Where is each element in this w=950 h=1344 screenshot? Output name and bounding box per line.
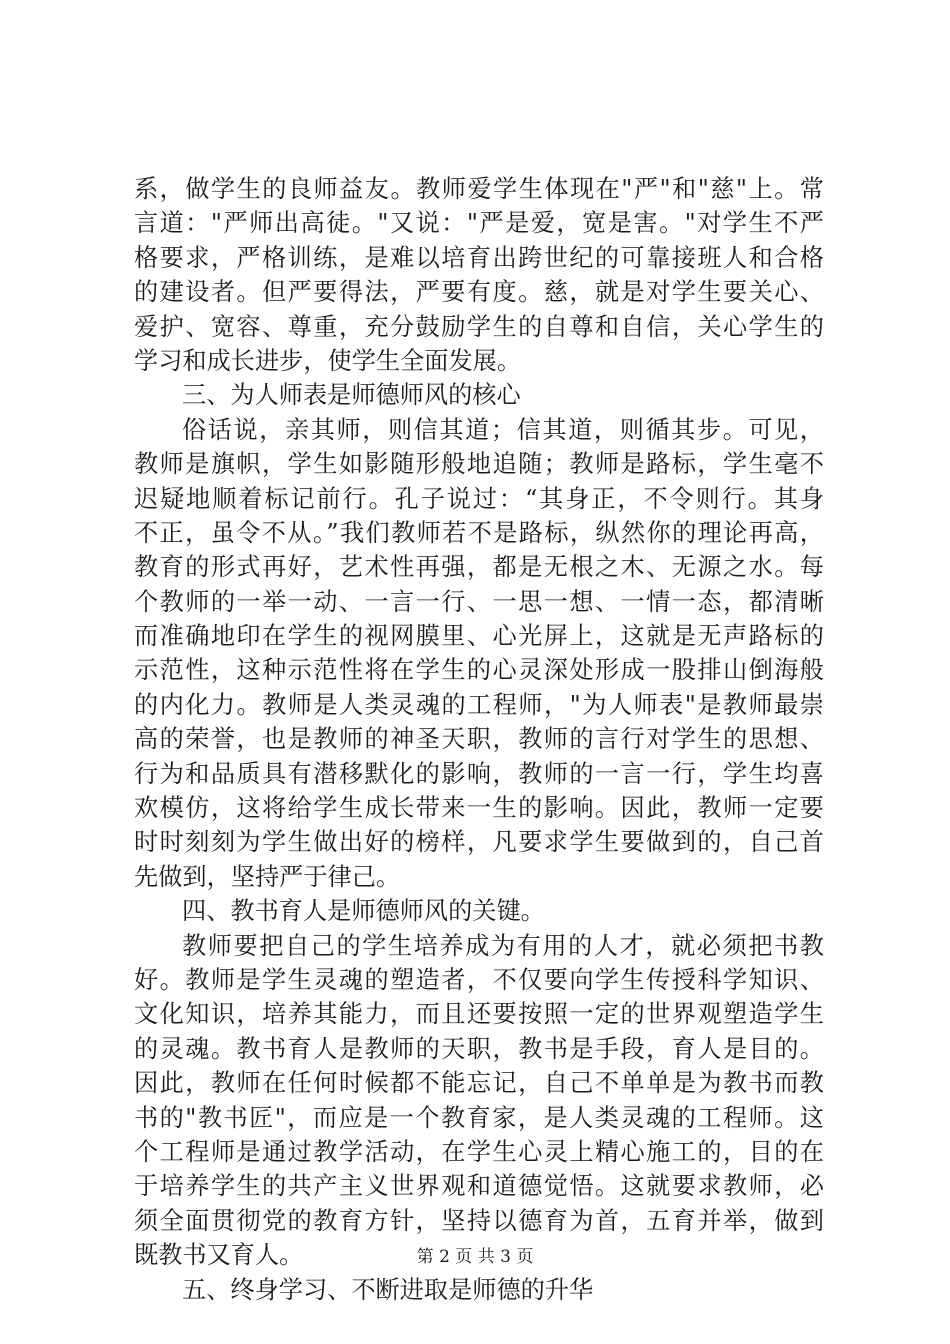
body-line: 教师要把自己的学生培养成为有用的人才，就必须把书教 <box>182 931 824 960</box>
body-line: 须全面贯彻党的教育方针，坚持以德育为首，五育并举，做到 <box>134 1206 824 1235</box>
body-line: 不正，虽令不从。”我们教师若不是路标，纵然你的理论再高， <box>134 518 824 547</box>
body-line: 示范性，这种示范性将在学生的心灵深处形成一股排山倒海般 <box>134 656 824 685</box>
body-line: 的灵魂。教书育人是教师的天职，教书是手段，育人是目的。 <box>134 1034 824 1063</box>
body-line: 书的"教书匠"，而应是一个教育家，是人类灵魂的工程师。这 <box>134 1103 824 1132</box>
body-line: 个工程师是通过教学活动，在学生心灵上精心施工的，目的在 <box>134 1137 824 1166</box>
body-line: 因此，教师在任何时候都不能忘记，自己不单单是为教书而教 <box>134 1069 824 1098</box>
document-body <box>134 172 824 1307</box>
body-line: 学习和成长进步，使学生全面发展。 <box>134 346 522 375</box>
body-line: 格要求，严格训练，是难以培育出跨世纪的可靠接班人和合格 <box>134 243 824 272</box>
body-line: 行为和品质具有潜移默化的影响，教师的一言一行，学生均喜 <box>134 759 824 788</box>
section-heading-5: 五、终身学习、不断进取是师德的升华 <box>182 1275 594 1304</box>
page-footer: 第 2 页 共 3 页 <box>416 1247 534 1267</box>
body-line: 系，做学生的良师益友。教师爱学生体现在"严"和"慈"上。常 <box>134 175 824 203</box>
body-line: 的内化力。教师是人类灵魂的工程师，"为人师表"是教师最崇 <box>134 690 824 719</box>
body-line: 先做到，坚持严于律己。 <box>134 862 401 891</box>
body-line: 时时刻刻为学生做出好的榜样，凡要求学生要做到的，自己首 <box>134 828 824 857</box>
body-line: 迟疑地顺着标记前行。孔子说过：“其身正，不令则行。其身 <box>134 484 824 513</box>
body-line: 爱护、宽容、尊重，充分鼓励学生的自尊和自信，关心学生的 <box>134 312 824 341</box>
body-line: 个教师的一举一动、一言一行、一思一想、一情一态，都清晰 <box>134 587 824 616</box>
body-line: 高的荣誉，也是教师的神圣天职，教师的言行对学生的思想、 <box>134 725 824 754</box>
body-line: 而准确地印在学生的视网膜里、心光屏上，这就是无声路标的 <box>134 622 824 651</box>
body-line: 于培养学生的共产主义世界观和道德觉悟。这就要求教师，必 <box>134 1172 824 1201</box>
body-line: 言道："严师出高徒。"又说："严是爱，宽是害。"对学生不严 <box>134 209 824 238</box>
body-line: 的建设者。但严要得法，严要有度。慈，就是对学生要关心、 <box>134 278 824 307</box>
section-heading-4: 四、教书育人是师德师风的关键。 <box>182 897 545 926</box>
body-line: 文化知识，培养其能力，而且还要按照一定的世界观塑造学生 <box>134 1000 824 1029</box>
section-heading-3: 三、为人师表是师德师风的核心 <box>182 381 521 410</box>
body-line: 俗话说，亲其师，则信其道；信其道，则循其步。可见， <box>182 415 824 444</box>
body-line: 好。教师是学生灵魂的塑造者，不仅要向学生传授科学知识、 <box>134 965 824 994</box>
body-line: 教师是旗帜，学生如影随形般地追随；教师是路标，学生毫不 <box>134 450 824 479</box>
body-line: 教育的形式再好，艺术性再强，都是无根之木、无源之水。每 <box>134 553 824 582</box>
body-line: 既教书又育人。 <box>134 1241 304 1270</box>
body-line: 欢模仿，这将给学生成长带来一生的影响。因此，教师一定要 <box>134 794 824 823</box>
